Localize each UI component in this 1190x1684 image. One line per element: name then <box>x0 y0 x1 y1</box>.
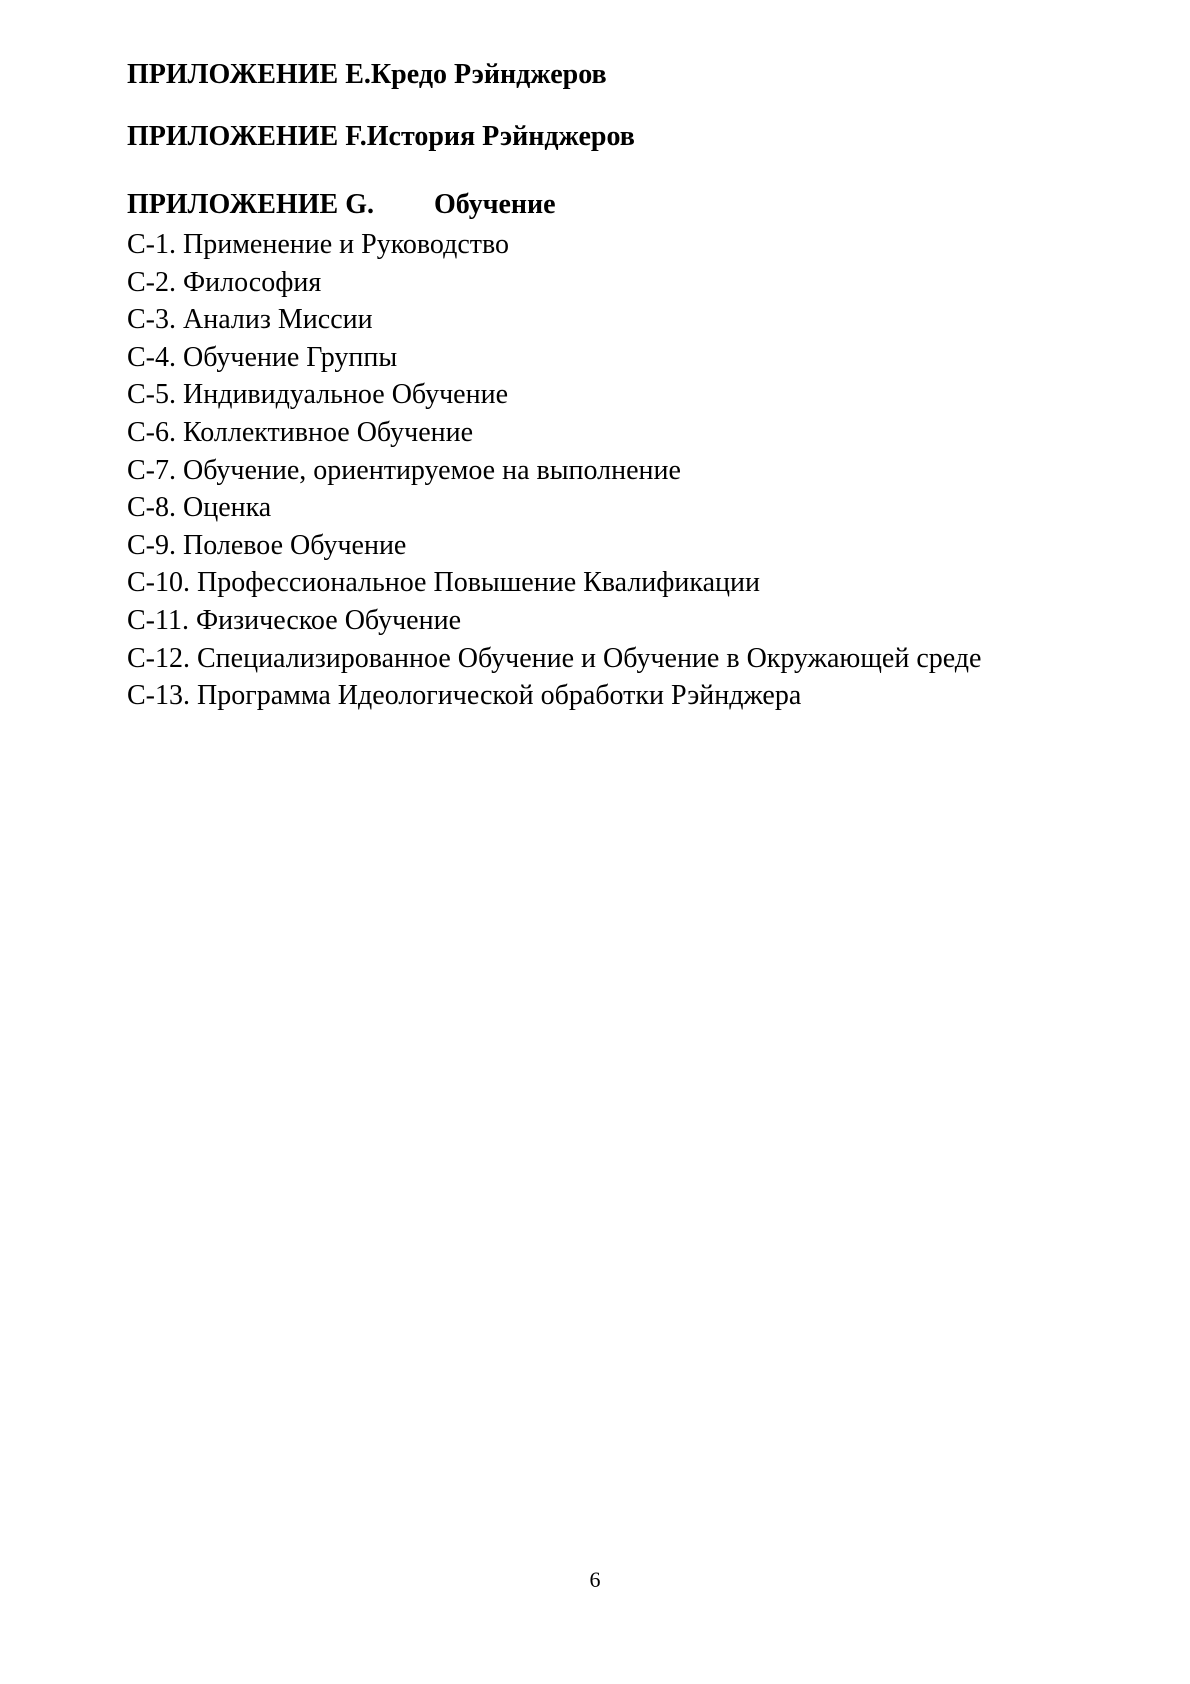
list-item: С-9. Полевое Обучение <box>127 529 407 561</box>
list-item: С-4. Обучение Группы <box>127 341 398 373</box>
page-number: 6 <box>589 1567 601 1592</box>
list-item: С-6. Коллективное Обучение <box>127 416 474 448</box>
list-item: С-1. Применение и Руководство <box>127 229 510 260</box>
page-content <box>127 58 1057 715</box>
appendix-g-title: Обучение <box>433 189 556 220</box>
appendix-f-heading: ПРИЛОЖЕНИЕ F.История Рэйнджеров <box>127 121 635 152</box>
list-item: С-11. Физическое Обучение <box>127 604 462 636</box>
list-item: С-3. Анализ Миссии <box>127 304 373 336</box>
list-item: С-7. Обучение, ориентируемое на выполнение <box>127 454 681 486</box>
list-item: С-8. Оценка <box>127 492 272 524</box>
list-item: С-12. Специализированное Обучение и Обучение в Окружающей среде <box>127 642 982 674</box>
appendix-g-heading <box>127 188 1057 222</box>
appendix-g-label: ПРИЛОЖЕНИЕ G. <box>127 189 374 220</box>
list-item: С-2. Философия <box>127 266 322 298</box>
appendix-g-entry-list <box>127 226 1057 715</box>
list-item: С-10. Профессиональное Повышение Квалификации <box>127 567 760 599</box>
list-item: С-5. Индивидуальное Обучение <box>127 379 508 411</box>
list-item: С-13. Программа Идеологической обработки Рэйнджера <box>127 680 802 712</box>
appendix-e-heading: ПРИЛОЖЕНИЕ E.Кредо Рэйнджеров <box>127 59 607 90</box>
